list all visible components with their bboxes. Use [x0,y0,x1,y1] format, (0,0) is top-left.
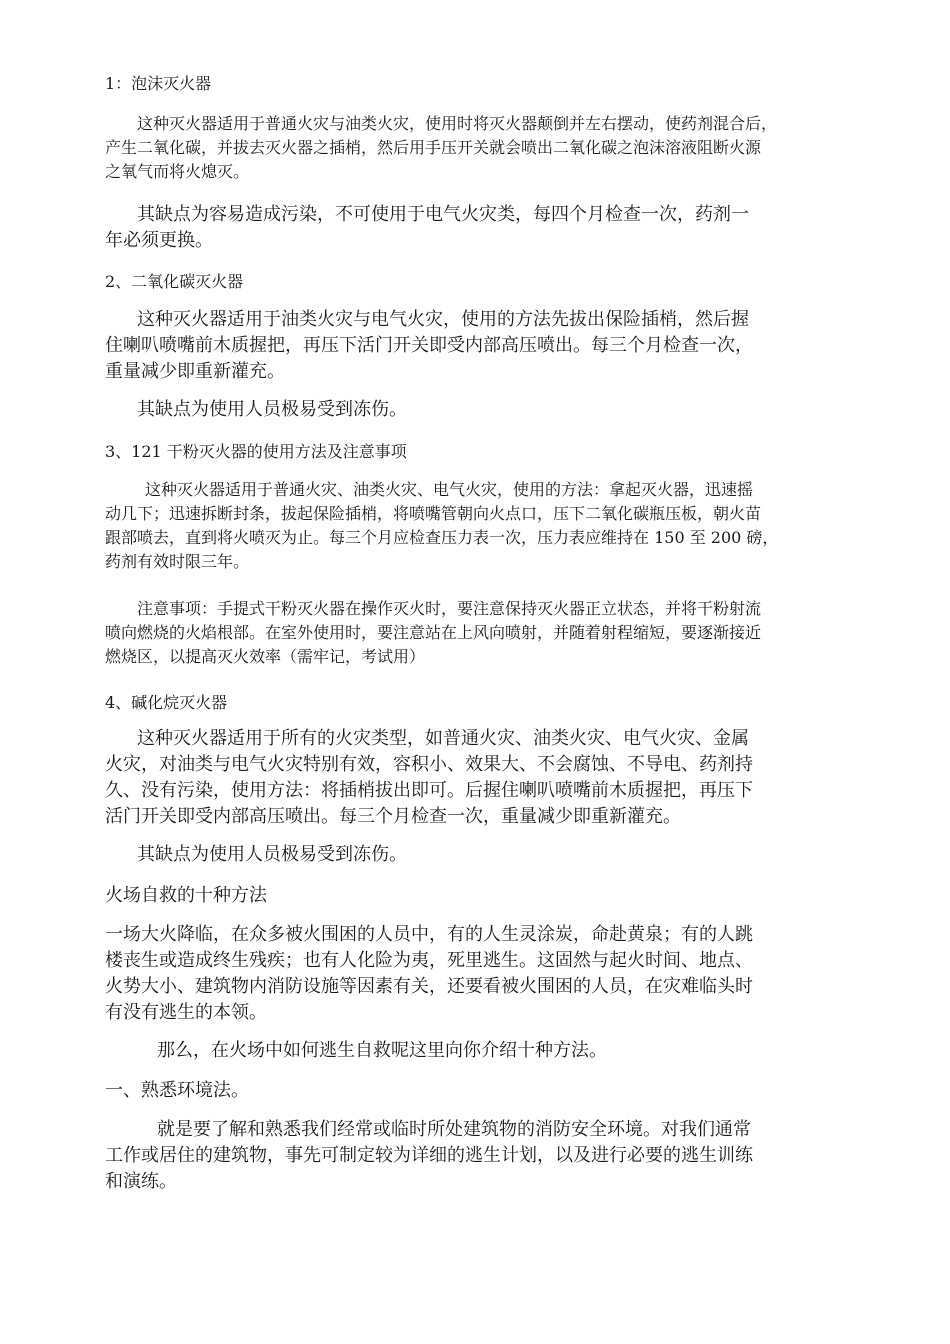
paragraph-co2-usage: 这种灭火器适用于油类火灾与电气火灾，使用的方法先拔出保险插梢，然后握 住喇叭喷嘴前木质握把，再压下活门开关即受内部高压喷出。每三个月检查一次， 重量减少即重新灌充。 [105,309,753,382]
paragraph-121-precautions: 注意事项：手提式干粉灭火器在操作灭火时，要注意保持灭火器正立状态，并将干粉射流 喷向燃烧的火焰根部。在室外使用时，要注意站在上风向喷射，并随着射程缩短，要逐渐接近 燃烧区，以提高灭火效率（需牢记，考试用） [105,599,762,666]
section-heading-alkane-extinguisher: 4、碱化烷灭火器 [105,693,228,712]
section-heading-know-environment: 一、熟悉环境法。 [105,1080,249,1101]
section-heading-fire-self-rescue: 火场自救的十种方法 [105,885,267,906]
paragraph-alkane-usage: 这种灭火器适用于所有的火灾类型，如普通火灾、油类火灾、电气火灾、金属 火灾，对油类与电气火灾特别有效，容积小、效果大、不会腐蚀、不导电、药剂持 久、没有污染，使用方法：将插梢拔出即可。后握住喇叭喷嘴前木质握把，再压下 活门开关即受内部高压喷出。每三个月检查一次，重量减少即重新灌充。 [105,728,753,827]
paragraph-foam-drawbacks: 其缺点为容易造成污染，不可使用于电气火灾类，每四个月检查一次，药剂一 年必须更换。 [105,204,749,251]
paragraph-co2-drawbacks: 其缺点为使用人员极易受到冻伤。 [137,399,407,420]
paragraph-self-rescue-intro: 一场大火降临，在众多被火围困的人员中，有的人生灵涂炭，命赴黄泉；有的人跳 楼丧生或造成终生残疾；也有人化险为夷，死里逃生。这固然与起火时间、地点、 火势大小、建筑物内消防设施等因素有关，还要看被火围困的人员，在灾难临头时 有没有逃生的本领。 [105,924,753,1023]
paragraph-alkane-drawbacks: 其缺点为使用人员极易受到冻伤。 [137,844,407,865]
section-heading-121-powder-extinguisher: 3、121 干粉灭火器的使用方法及注意事项 [105,442,407,461]
paragraph-know-environment: 就是要了解和熟悉我们经常或临时所处建筑物的消防安全环境。对我们通常 工作或居住的建筑物，事先可制定较为详细的逃生计划，以及进行必要的逃生训练 和演练。 [105,1119,753,1192]
paragraph-self-rescue-lead: 那么，在火场中如何逃生自救呢这里向你介绍十种方法。 [157,1040,607,1061]
paragraph-121-usage: 这种灭火器适用于普通火灾、油类火灾、电气火灾，使用的方法：拿起灭火器，迅速摇 动几下；迅速拆断封条，拔起保险插梢，将喷嘴管朝向火点口，压下二氧化碳瓶压板，朝火苗 跟部喷去，直到将火喷灭为止。每三个月应检查压力表一次，压力表应维持在 150 至 200 磅， 药剂有效时限三年。 [105,480,779,571]
paragraph-foam-usage: 这种灭火器适用于普通火灾与油类火灾，使用时将灭火器颠倒并左右摆动，使药剂混合后， 产生二氧化碳，并拔去灭火器之插梢，然后用手压开关就会喷出二氧化碳之泡沫溶液阻断火源 之氧气而将火熄灭。 [105,114,778,181]
section-heading-foam-extinguisher: 1：泡沫灭火器 [105,74,212,93]
section-heading-co2-extinguisher: 2、二氧化碳灭火器 [105,272,244,291]
